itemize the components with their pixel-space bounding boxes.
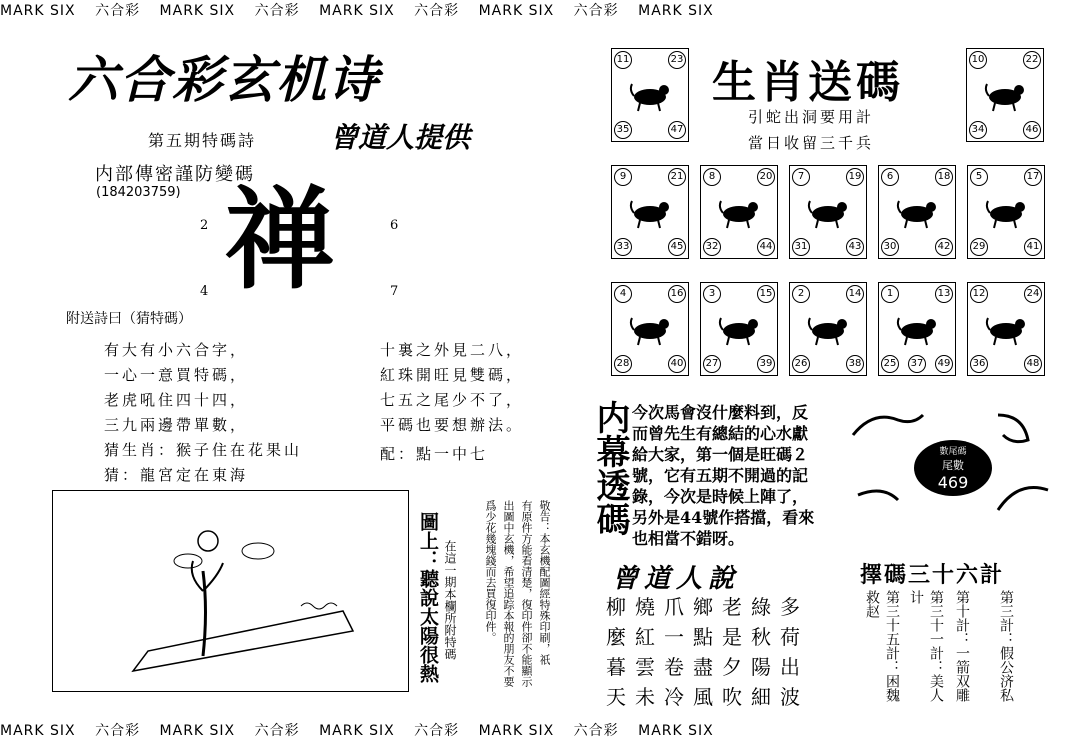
- picture-caption: 圖上：聽說太陽很熱: [417, 512, 439, 683]
- column-note: 敬告：本玄機配圖經特殊印刷，祇: [538, 500, 551, 665]
- strip-text: MARK SIX: [159, 3, 236, 19]
- strip-text: 六合彩: [95, 3, 141, 19]
- zodiac-title: 生肖送碼: [712, 57, 904, 108]
- zodiac-number: 15: [757, 285, 775, 303]
- riddle-picture: [52, 490, 409, 692]
- zodiac-number: 8: [703, 168, 721, 186]
- zodiac-number: 43: [846, 238, 864, 256]
- strategy-item: 第三計：假公济私: [998, 590, 1014, 702]
- strip-text: MARK SIX: [319, 723, 395, 739]
- phone-number: (184203759): [96, 185, 181, 200]
- strategy-item: 第三十一計：美人计: [908, 590, 944, 702]
- strip-text: MARK SIX: [319, 3, 395, 19]
- zodiac-cell: [967, 282, 1045, 376]
- corner-number: 4: [200, 284, 209, 299]
- rooster-icon: [806, 312, 850, 346]
- strip-text: 六合彩: [414, 723, 460, 739]
- corner-number: 7: [390, 284, 399, 299]
- saying-row: 暮雲卷盡夕陽出: [606, 655, 809, 679]
- strategy-item: 第十計：一箭双雕: [954, 590, 970, 702]
- rat-icon: [628, 78, 672, 112]
- zodiac-cell: [789, 165, 867, 259]
- ox-icon: [983, 78, 1027, 112]
- column-note: 爲少花幾塊錢而去買復印件。: [484, 500, 497, 643]
- saying-row: 麼紅一點是秋荷: [606, 625, 809, 649]
- zodiac-number: 49: [935, 355, 953, 373]
- big-character: 禅: [225, 175, 335, 304]
- zodiac-number: 41: [1024, 238, 1042, 256]
- poem-line: 猜生肖：猴子住在花果山: [104, 441, 303, 459]
- poem-line: 有大有小六合字，: [104, 341, 249, 359]
- zodiac-cell: [611, 48, 689, 142]
- zodiac-number: 13: [935, 285, 953, 303]
- tail-value: 469: [937, 473, 969, 492]
- zodiac-number: 20: [757, 168, 775, 186]
- inside-line: 給大家，第一個是旺碼２: [632, 445, 809, 464]
- zodiac-number: 6: [881, 168, 899, 186]
- zodiac-subtitle: 引蛇出洞要用計: [748, 108, 875, 126]
- strip-text: 六合彩: [254, 723, 300, 739]
- zodiac-number: 23: [668, 51, 686, 69]
- zodiac-number: 48: [1024, 355, 1042, 373]
- zodiac-number: 19: [846, 168, 864, 186]
- column-note: 出圖中玄機，希望追踪本報的朋友不要: [502, 500, 515, 687]
- zodiac-subtitle: 當日收留三千兵: [748, 134, 875, 152]
- zodiac-number: 18: [935, 168, 953, 186]
- dog-icon: [895, 312, 939, 346]
- zodiac-number: 34: [969, 121, 987, 139]
- zodiac-number: 2: [792, 285, 810, 303]
- inside-text: [632, 402, 842, 549]
- zodiac-number: 22: [1023, 51, 1041, 69]
- strip-text: MARK SIX: [478, 723, 555, 739]
- zodiac-number: 25: [881, 355, 899, 373]
- zodiac-number: 21: [668, 168, 686, 186]
- secret-line: 内部傳密謹防變碼: [95, 164, 255, 185]
- zodiac-number: 31: [792, 238, 810, 256]
- zodiac-number: 10: [969, 51, 987, 69]
- strip-text: 六合彩: [95, 723, 141, 739]
- zodiac-cell: [878, 282, 956, 376]
- zodiac-number: 40: [668, 355, 686, 373]
- monkey-icon: [717, 312, 761, 346]
- rabbit-icon: [717, 195, 761, 229]
- inside-title: 内幕透碼: [590, 400, 630, 536]
- author-label: 曾道人提供: [330, 121, 471, 154]
- corner-number: 2: [200, 218, 209, 233]
- zodiac-number: 16: [668, 285, 686, 303]
- zodiac-number: 33: [614, 238, 632, 256]
- tail-badge: [914, 440, 992, 496]
- zodiac-cell: [967, 165, 1045, 259]
- tiger-icon: [628, 195, 672, 229]
- zodiac-number: 47: [668, 121, 686, 139]
- zodiac-number: 46: [1023, 121, 1041, 139]
- pig-icon: [984, 312, 1028, 346]
- gift-title: 附送詩曰（猜特碼）: [66, 311, 192, 327]
- strip-text: MARK SIX: [0, 723, 76, 739]
- zodiac-number: 38: [846, 355, 864, 373]
- poem-right: [380, 338, 550, 467]
- saying-row: 天未冷風吹細波: [606, 685, 809, 709]
- saying-row: 柳燒爪鄉老綠多: [606, 595, 809, 619]
- issue-poem-label: 第五期特碼詩: [148, 131, 257, 150]
- zodiac-number: 11: [614, 51, 632, 69]
- zodiac-number: 4: [614, 285, 632, 303]
- saying-grid: [606, 592, 836, 712]
- zodiac-cell: [700, 165, 778, 259]
- strip-text: MARK SIX: [638, 723, 714, 739]
- strip-text: 六合彩: [254, 3, 300, 19]
- goat-icon: [628, 312, 672, 346]
- zodiac-cell: [700, 282, 778, 376]
- inside-line: 也相當不錯呀。: [632, 529, 745, 548]
- strategy-item: 第三十五計：困魏救赵: [864, 590, 900, 702]
- poem-line: 三九兩邊帶單數，: [104, 416, 249, 434]
- zodiac-number: 12: [970, 285, 988, 303]
- inside-line: 錄，今次是時候上陣了，: [632, 487, 809, 506]
- poem-line: 十裏之外見二八，: [380, 341, 525, 359]
- zodiac-cell: [611, 165, 689, 259]
- footer-strip: [0, 720, 1080, 742]
- strip-text: 六合彩: [573, 3, 619, 19]
- poem-line: 七五之尾少不了，: [380, 391, 525, 409]
- zodiac-number: 42: [935, 238, 953, 256]
- inside-line: 而曾先生有總結的心水獻: [632, 424, 809, 443]
- zodiac-cell: [789, 282, 867, 376]
- strip-text: MARK SIX: [478, 3, 555, 19]
- zodiac-number: 45: [668, 238, 686, 256]
- strip-text: 六合彩: [573, 723, 619, 739]
- zodiac-number: 24: [1024, 285, 1042, 303]
- zodiac-number: 1: [881, 285, 899, 303]
- inside-line: 另外是44號作搭擋，看來: [632, 508, 815, 527]
- zodiac-number: 32: [703, 238, 721, 256]
- zodiac-number: 44: [757, 238, 775, 256]
- poem-line: 一心一意買特碼，: [104, 366, 249, 384]
- header-strip: [0, 0, 1080, 22]
- zodiac-number: 39: [757, 355, 775, 373]
- zodiac-number: 26: [792, 355, 810, 373]
- strip-text: MARK SIX: [638, 3, 714, 19]
- zodiac-cell: [611, 282, 689, 376]
- poem-line: 配：點一中七: [380, 445, 489, 463]
- poem-line: 老虎吼住四十四，: [104, 391, 249, 409]
- tail-label: 尾數: [942, 459, 964, 472]
- zodiac-cell: [966, 48, 1044, 142]
- poem-line: 紅珠開旺見雙碼，: [380, 366, 525, 384]
- zodiac-number: 28: [614, 355, 632, 373]
- zodiac-number: 30: [881, 238, 899, 256]
- zodiac-cell: [878, 165, 956, 259]
- zodiac-number: 27: [703, 355, 721, 373]
- strategy-title: 擇碼三十六計: [860, 563, 1005, 588]
- saying-title: 曾道人說: [612, 564, 741, 594]
- badge-arc: 數尾碼: [939, 447, 967, 457]
- strip-text: MARK SIX: [159, 723, 236, 739]
- tree-birds-sun-drawing: [53, 491, 408, 691]
- poem-left: [104, 338, 374, 488]
- snake-icon: [895, 195, 939, 229]
- strip-text: 六合彩: [414, 3, 460, 19]
- poem-line: 猜：龍宮定在東海: [104, 466, 249, 484]
- column-note: 在這一期本欄所附特碼: [443, 540, 457, 660]
- zodiac-number: 5: [970, 168, 988, 186]
- zodiac-number: 35: [614, 121, 632, 139]
- zodiac-number: 7: [792, 168, 810, 186]
- zodiac-number: 9: [614, 168, 632, 186]
- zodiac-number: 3: [703, 285, 721, 303]
- horse-icon: [984, 195, 1028, 229]
- tail-badge-area: [848, 400, 1058, 540]
- zodiac-number: 14: [846, 285, 864, 303]
- strip-text: MARK SIX: [0, 3, 76, 19]
- zodiac-number: 37: [908, 355, 926, 373]
- zodiac-number: 17: [1024, 168, 1042, 186]
- corner-number: 6: [390, 218, 399, 233]
- inside-line: 號，它有五期不開過的記: [632, 466, 809, 485]
- zodiac-number: 29: [970, 238, 988, 256]
- inside-line: 今次馬會沒什麼料到，反: [632, 403, 809, 422]
- dragon-icon: [806, 195, 850, 229]
- column-note: 有原件方能看清楚，復印件卻不能顯示: [520, 500, 533, 687]
- poem-line: 平碼也要想辦法。: [380, 416, 525, 434]
- main-title: 六合彩玄机诗: [68, 51, 380, 109]
- zodiac-number: 36: [970, 355, 988, 373]
